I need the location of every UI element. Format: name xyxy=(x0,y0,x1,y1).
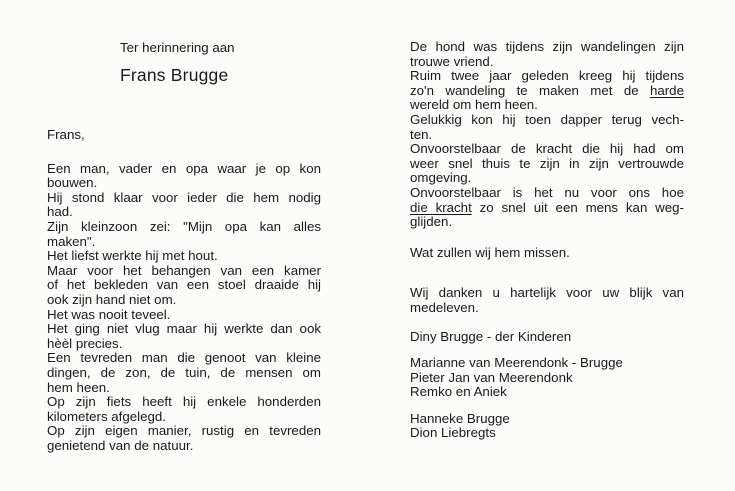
family-name: Remko en Aniek xyxy=(410,384,507,400)
text-line: genietend van de natuur. xyxy=(47,437,194,453)
underlined-word: harde xyxy=(649,82,684,98)
text-line: Maar voor het behangen van een kamer xyxy=(47,262,321,278)
text-line: maken". xyxy=(47,233,96,249)
text-line: ook zijn hand niet om. xyxy=(47,291,177,307)
thanks-line: medeleven. xyxy=(410,299,479,315)
text-line: omgeving. xyxy=(410,170,472,186)
text-line: hem heen. xyxy=(47,379,110,395)
text-line: wereld om hem heen. xyxy=(410,97,538,113)
text-line: hèèl precies. xyxy=(47,335,123,351)
text-line: Het ging niet vlug maar hij werkte dan ook xyxy=(47,321,321,337)
text-line: Hij stond klaar voor ieder die hem nodig xyxy=(47,189,321,205)
text-line: Op zijn fiets heeft hij enkele honderden xyxy=(47,394,321,410)
text-line: De hond was tijdens zijn wandelingen zijn xyxy=(410,39,684,54)
left-column xyxy=(47,128,321,453)
text-line: Onvoorstelbaar is het nu voor ons hoe xyxy=(410,184,684,200)
deceased-name: Frans Brugge xyxy=(120,65,229,85)
text-line: Op zijn eigen manier, rustig en tevreden xyxy=(47,423,321,439)
right-column xyxy=(410,40,684,441)
text-line: Ruim twee jaar geleden kreeg hij tijdens xyxy=(410,68,684,84)
thanks-line: Wij danken u hartelijk voor uw blijk van xyxy=(410,285,684,301)
family-name: Hanneke Brugge xyxy=(410,410,510,426)
family-name: Marianne van Meerendonk - Brugge xyxy=(410,355,623,371)
family-name: Pieter Jan van Meerendonk xyxy=(410,369,573,385)
text-line: had. xyxy=(47,204,73,220)
text-fragment: zo'n wandeling te maken met de xyxy=(410,82,639,98)
text-line: bouwen. xyxy=(47,175,98,191)
text-line: Een tevreden man die genoot van kleine xyxy=(47,350,321,366)
text-line-underlined xyxy=(410,84,684,99)
greeting: Frans, xyxy=(47,127,85,142)
text-line-underlined xyxy=(410,201,684,216)
text-line: glijden. xyxy=(410,214,453,230)
text-line: Gelukkig kon hij toen dapper terug vech- xyxy=(410,111,684,127)
text-line: kilometers afgelegd. xyxy=(47,408,166,424)
text-line: trouwe vriend. xyxy=(410,53,494,69)
text-line: dingen, de zon, de tuin, de mensen om xyxy=(47,364,321,380)
text-line: ten. xyxy=(410,126,433,142)
missing-line: Wat zullen wij hem missen. xyxy=(410,244,570,260)
text-line: of het bekleden van een stoel draaide hij xyxy=(47,277,321,293)
text-line: Een man, vader en opa waar je op kon xyxy=(47,160,321,176)
family-name: Diny Brugge - der Kinderen xyxy=(410,328,572,344)
text-line: Het liefst werkte hij met hout. xyxy=(47,248,218,264)
underlined-phrase: die kracht xyxy=(410,199,472,215)
text-fragment: zo snel uit een mens kan weg- xyxy=(479,199,684,215)
text-line: weer snel thuis te zijn in zijn vertrouwde xyxy=(410,155,684,171)
card-intro: Ter herinnering aan xyxy=(120,40,235,55)
text-line: Het was nooit teveel. xyxy=(47,306,171,322)
family-name: Dion Liebregts xyxy=(410,425,496,441)
text-line: Onvoorstelbaar de kracht die hij had om xyxy=(410,141,684,157)
text-line: Zijn kleinzoon zei: "Mijn opa kan alles xyxy=(47,218,321,234)
